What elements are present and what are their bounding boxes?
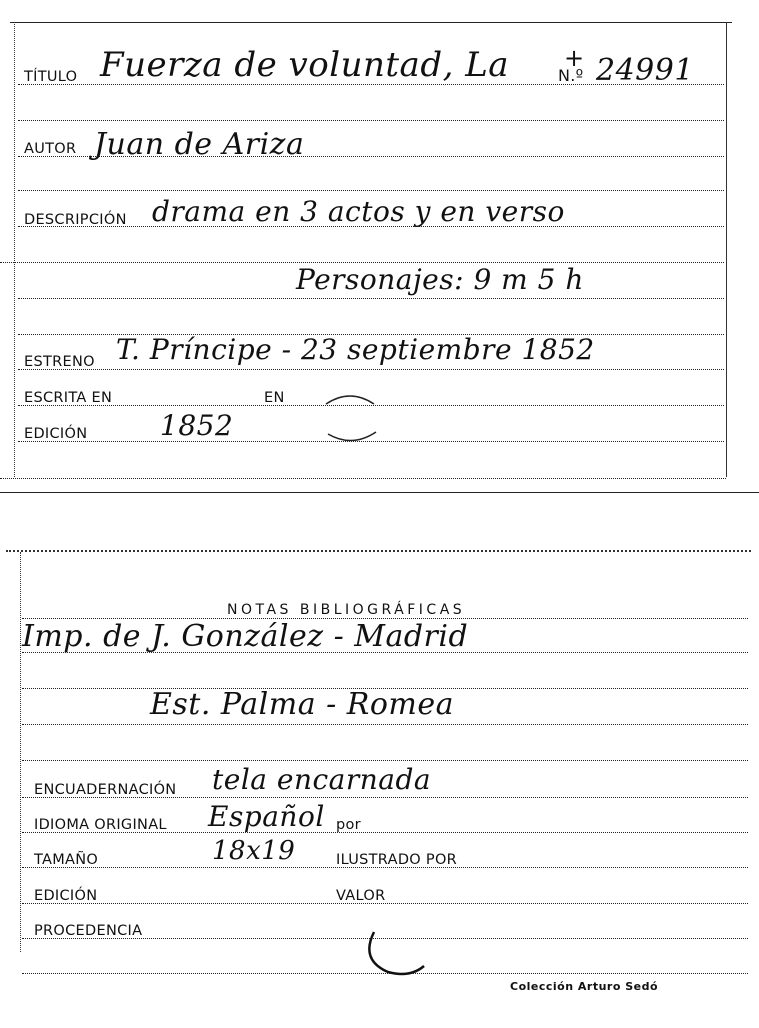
numero-label: N.º <box>558 66 584 85</box>
por-label: por <box>336 817 361 833</box>
top-card-right-edge <box>726 22 727 477</box>
card-separator <box>0 492 759 493</box>
procedencia-label: PROCEDENCIA <box>34 923 143 939</box>
titulo-label: TÍTULO <box>24 69 78 85</box>
bottom-card-top-edge <box>6 550 751 552</box>
bottom-card-left-edge <box>20 552 21 952</box>
idioma-label: IDIOMA ORIGINAL <box>34 817 167 833</box>
valor-label: VALOR <box>336 888 386 904</box>
top-card-left-edge <box>14 22 15 477</box>
autor-value: Juan de Ariza <box>94 127 305 162</box>
rule-personajes <box>18 298 724 299</box>
tamano-value: 18x19 <box>212 836 296 866</box>
notas-heading: NOTAS BIBLIOGRÁFICAS <box>227 602 466 618</box>
descripcion-label: DESCRIPCIÓN <box>24 212 127 228</box>
tamano-label: TAMAÑO <box>34 852 99 868</box>
personajes-value: Personajes: 9 m 5 h <box>296 263 584 296</box>
escrita-en-label: ESCRITA EN <box>24 390 113 406</box>
numero-value: 24991 <box>596 53 694 88</box>
notas-line-2: Est. Palma - Romea <box>150 687 455 722</box>
edicion-2-label: EDICIÓN <box>34 888 98 904</box>
estreno-label: ESTRENO <box>24 354 95 370</box>
rule-bottom-edge <box>0 478 726 479</box>
rule-notas-5 <box>22 760 748 761</box>
footer-collection: Colección Arturo Sedó <box>510 980 659 993</box>
rule-blank-2 <box>18 190 724 191</box>
idioma-value: Español <box>208 800 325 833</box>
edicion-value: 1852 <box>160 409 234 442</box>
rule-estreno <box>18 369 724 370</box>
estreno-value: T. Príncipe - 23 septiembre 1852 <box>116 333 595 366</box>
top-card-top-edge <box>10 22 732 23</box>
en-label: EN <box>264 390 285 406</box>
rule-blank-1 <box>18 120 724 121</box>
autor-label: AUTOR <box>24 141 77 157</box>
cross-mark-icon: + <box>564 44 585 72</box>
notas-line-1: Imp. de J. González - Madrid <box>22 619 469 654</box>
encuadernacion-value: tela encarnada <box>212 763 432 796</box>
ilustrado-label: ILUSTRADO POR <box>336 852 458 868</box>
edicion-label: EDICIÓN <box>24 426 88 442</box>
titulo-value: Fuerza de voluntad, La <box>100 45 510 85</box>
punch-hole-icon-2 <box>362 926 436 978</box>
rule-notas-4 <box>22 724 748 725</box>
encuadernacion-label: ENCUADERNACIÓN <box>34 782 177 798</box>
descripcion-value: drama en 3 actos y en verso <box>152 195 565 228</box>
punch-hole-icon <box>318 390 382 446</box>
